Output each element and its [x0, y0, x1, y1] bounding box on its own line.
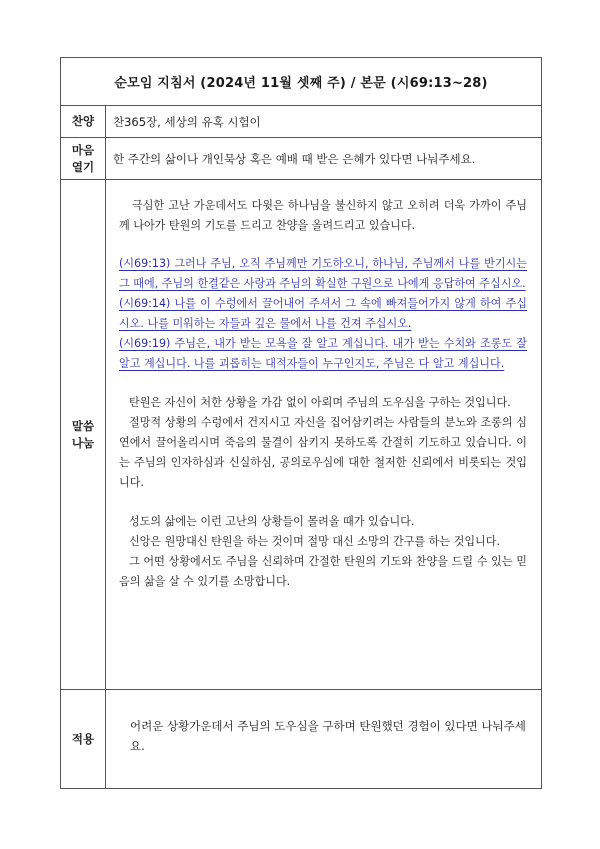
word-label-line1: 말씀 — [71, 418, 95, 433]
opening-label-line2: 열기 — [71, 159, 95, 174]
verse-13: (시69:13) 그러나 주님, 오직 주님께만 기도하오니, 하나님, 주님께서 나를 반기시는 그 때에, 주님의 한결같은 사랑과 주님의 확실한 구원으로 나에게 응답하여 주십시오. — [119, 257, 527, 290]
word-paragraph-4: 신앙은 원망대신 탄원을 하는 것이며 절망 대신 소망의 간구를 하는 것입니다. — [129, 535, 501, 548]
word-sharing-row — [61, 180, 541, 690]
scripture-verses — [119, 254, 527, 374]
apply-row — [61, 690, 541, 788]
word-paragraph-1: 탄원은 자신이 처한 상황을 가감 없이 아뢰며 주님의 도우심을 구하는 것입니다. — [129, 396, 511, 409]
apply-label — [61, 690, 106, 788]
word-content — [106, 180, 541, 689]
word-label-line2: 나눔 — [71, 435, 95, 450]
word-paragraph-2: 절망적 상황의 수렁에서 건지시고 자신을 집어삼키려는 사람들의 분노와 조롱의 심연에서 끌어올리시며 죽음의 물결이 삼키지 못하도록 간절히 기도하고 있습니다. 이는 주님의 인자하심과 신실하심, 공의로우심에 대한 철저한 신뢰에서 비롯되는 것입니다. — [119, 416, 527, 489]
verse-19: (시69:19) 주님은, 내가 받는 모욕을 잘 알고 계십니다. 내가 받는 수치와 조롱도 잘 알고 계십니다. 나를 괴롭히는 대적자들이 누구인지도, 주님은 다 알고 계십니다. — [119, 337, 527, 370]
title-row — [61, 58, 541, 106]
hymn-row — [61, 106, 541, 138]
hymn-label-text: 찬양 — [71, 114, 95, 128]
opening-label — [61, 138, 106, 179]
opening-row — [61, 138, 541, 180]
word-paragraph-5: 그 어떤 상황에서도 주님을 신뢰하며 간절한 탄원의 기도와 찬양을 드릴 수 있는 믿음의 삶을 살 수 있기를 소망합니다. — [119, 555, 527, 588]
word-label — [61, 180, 106, 689]
hymn-text: 찬365장, 세상의 유혹 시험이 — [113, 114, 261, 129]
hymn-label — [61, 106, 106, 137]
word-intro: 극심한 고난 가운데서도 다윗은 하나님을 불신하지 않고 오히려 더욱 가까이 주님께 나아가 탄원의 기도를 드리고 찬양을 올려드리고 있습니다. — [119, 199, 527, 232]
guide-table — [60, 57, 542, 789]
word-paragraph-3: 성도의 삶에는 이런 고난의 상황들이 몰려올 때가 있습니다. — [129, 515, 415, 528]
opening-label-line1: 마음 — [71, 142, 95, 157]
apply-label-text: 적용 — [71, 731, 95, 746]
apply-text: 어려운 상황가운데서 주님의 도우심을 구하며 탄원했던 경험이 있다면 나눠주세요. — [130, 719, 526, 753]
verse-14: (시69:14) 나를 이 수렁에서 끌어내어 주셔서 그 속에 빠져들어가지 않게 하여 주십시오. 나를 미워하는 자들과 깊은 물에서 나를 건져 주십시오. — [119, 297, 527, 330]
page-title: 순모임 지침서 (2024년 11월 셋째 주) / 본문 (시69:13~28) — [114, 76, 488, 91]
opening-text: 한 주간의 삶이나 개인묵상 혹은 예배 때 받은 은혜가 있다면 나눠주세요. — [113, 151, 476, 166]
